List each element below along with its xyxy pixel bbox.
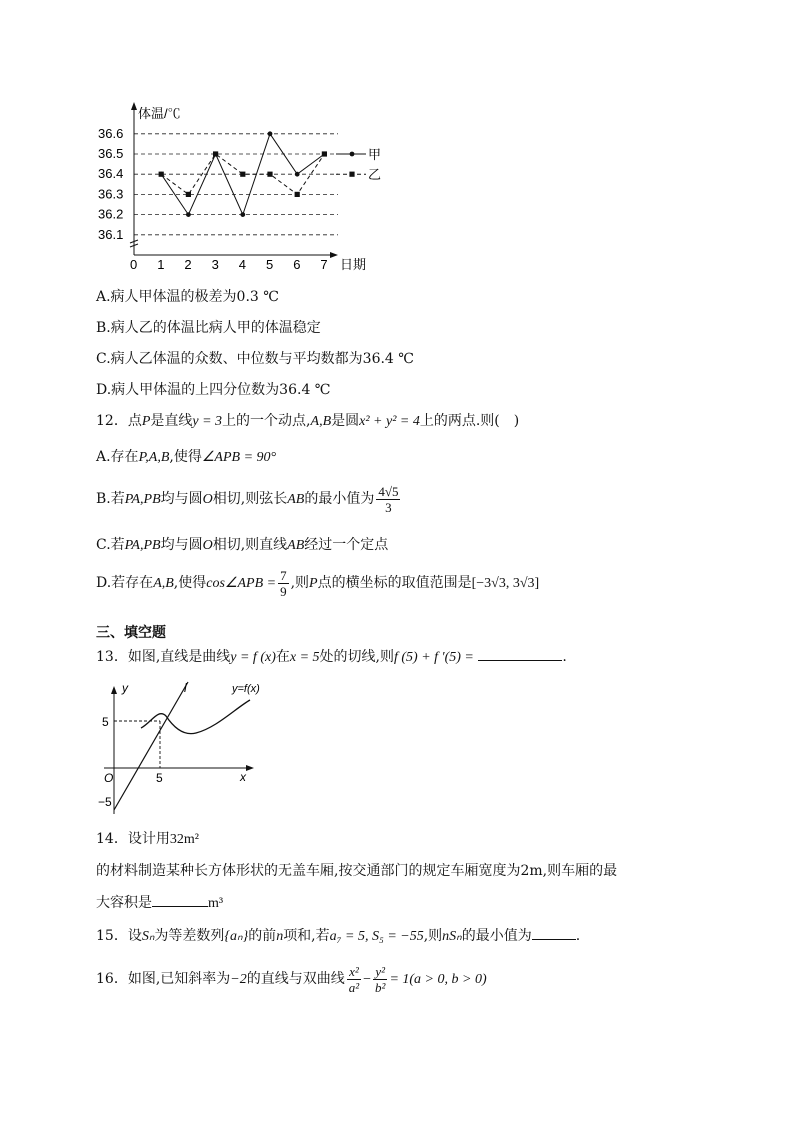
- fraction-denominator: 9: [280, 583, 287, 599]
- data-point-yi: [295, 192, 300, 197]
- q14-area: 32m²: [169, 832, 199, 847]
- data-point-jia: [268, 131, 273, 136]
- y-axis-arrow-icon: [131, 102, 137, 110]
- q13-text: .: [562, 649, 567, 665]
- data-point-jia: [186, 212, 191, 217]
- fraction-denominator: b²: [375, 979, 386, 995]
- q13-stem: [96, 646, 567, 668]
- q11-option-a: A.病人甲体温的极差为0.3 ℃: [96, 289, 279, 305]
- q14-text: 14．设计用: [96, 831, 170, 847]
- q12-min-chord-fraction: [376, 484, 400, 515]
- temperature-chart: [96, 98, 396, 276]
- q16-fraction-y: [373, 964, 387, 995]
- q12-point-p: P: [141, 414, 151, 429]
- q12-text: ,使得: [169, 449, 202, 465]
- q12-text: 的最小值为: [304, 491, 375, 507]
- q13-text: 在: [275, 649, 290, 665]
- q15-nsn: nSₙ: [442, 929, 462, 944]
- x-axis-arrow-icon: [330, 252, 338, 258]
- q12-text: 是圆: [331, 413, 360, 429]
- y-tick-label: 36.3: [98, 186, 124, 202]
- y-axis-title: 体温/℃: [138, 106, 181, 121]
- q12-circle-o: O: [202, 538, 213, 553]
- q15-text: 15．设: [96, 928, 142, 944]
- x-tick-label: 2: [184, 257, 192, 272]
- curve-label: y=f(x): [232, 683, 260, 695]
- data-point-yi: [267, 172, 272, 177]
- x-tick-label: 6: [293, 257, 301, 272]
- fraction-numerator: y²: [373, 964, 387, 980]
- q12-circle-equation: x² + y² = 4: [359, 414, 420, 429]
- q13-text: 13．如图,直线是曲线: [96, 649, 231, 665]
- q12-angle-equation: ∠APB = 90°: [201, 450, 277, 465]
- q12-text: A.存在: [96, 449, 139, 465]
- y-tick-label: 36.5: [98, 146, 124, 161]
- y-axis-label: y: [122, 681, 128, 695]
- line-label-l: l: [184, 681, 187, 695]
- q14-line-3: [96, 892, 223, 914]
- y-tick-minus-5: −5: [98, 795, 112, 809]
- x-axis-title: 日期: [340, 257, 367, 272]
- x-tick-label: 0: [130, 257, 138, 272]
- q16-stem: [96, 962, 487, 997]
- q15-answer-blank[interactable]: [532, 925, 576, 940]
- q14-line-2: 的材料制造某种长方体形状的无盖车厢,按交通部门的规定车厢宽度为2m,则车厢的最: [96, 863, 618, 879]
- y-tick-label: 36.6: [98, 125, 124, 141]
- q14-stem: [96, 829, 199, 850]
- q12-tangent-lines: PA,PB: [124, 538, 161, 553]
- q12-line-equation: y = 3: [192, 414, 223, 429]
- q13-function: y = f (x): [230, 650, 276, 665]
- q16-text: 的直线与双曲线: [246, 971, 345, 987]
- data-point-yi: [322, 151, 327, 156]
- tangent-graph: [96, 678, 266, 818]
- fraction-denominator: a²: [348, 979, 360, 995]
- q16-slope: −2: [230, 972, 247, 987]
- curve-f: [141, 700, 250, 734]
- x-axis-label: x: [240, 770, 246, 784]
- q15-text: 项和,若: [283, 928, 330, 944]
- legend-marker: [349, 172, 354, 177]
- q12-option-d: [96, 566, 539, 601]
- y-tick-label: 36.4: [98, 166, 124, 182]
- fraction-numerator: 4√5: [378, 483, 399, 499]
- q12-text: 点的横坐标的取值范围是: [317, 575, 472, 591]
- x-axis-arrow-icon: [246, 765, 254, 771]
- q12-circle-o: O: [202, 492, 213, 507]
- q15-n: n: [276, 929, 284, 944]
- q12-option-a: [96, 447, 276, 468]
- q12-text: D.若存在: [96, 575, 154, 591]
- q12-text: ,则: [290, 575, 310, 591]
- data-point-yi: [213, 151, 218, 156]
- data-point-jia: [295, 172, 300, 177]
- q12-cos-fraction: [278, 568, 289, 599]
- y-tick-label: 36.1: [98, 226, 124, 242]
- q12-option-b: [96, 482, 402, 517]
- q12-tangent-lines: PA,PB: [124, 492, 161, 507]
- q13-expression: f (5) + f ′(5) =: [393, 650, 474, 665]
- legend-marker: [350, 152, 355, 157]
- q12-points: P,A,B: [138, 450, 170, 465]
- legend-label: 甲: [368, 147, 382, 162]
- q16-fraction-x: [347, 964, 361, 995]
- y-axis-arrow-icon: [111, 686, 117, 694]
- fraction-denominator: 3: [385, 499, 392, 515]
- q15-sequence: {aₙ}: [224, 929, 249, 944]
- q15-text: 为等差数列: [154, 928, 225, 944]
- q15-stem: [96, 925, 580, 947]
- q12-points-ab: A,B: [310, 414, 332, 429]
- q15-sum: Sₙ: [141, 929, 155, 944]
- x-tick-label: 1: [157, 257, 165, 272]
- q13-text: 处的切线,则: [319, 649, 394, 665]
- q15-text: .: [575, 928, 581, 944]
- q16-minus: −: [363, 972, 372, 987]
- y-tick-5: 5: [102, 715, 109, 729]
- q11-option-b: B.病人乙的体温比病人甲的体温稳定: [96, 320, 321, 336]
- q15-text: 的最小值为: [461, 928, 532, 944]
- q12-range: [−3√3, 3√3]: [471, 576, 540, 591]
- q12-point-p: P: [309, 576, 318, 591]
- q12-text: C.若: [96, 537, 125, 553]
- q15-text: 的前: [248, 928, 277, 944]
- q12-chord-ab: AB: [287, 492, 305, 507]
- q12-points-ab: A,B: [153, 576, 174, 591]
- q12-text: 上的两点.则( ): [419, 413, 520, 429]
- q12-text: 上的一个动点,: [222, 413, 311, 429]
- data-point-yi: [159, 172, 164, 177]
- q12-text: 相切,则弦长: [212, 491, 288, 507]
- q12-text: 均与圆: [160, 537, 203, 553]
- q12-cos-expression: cos∠APB =: [206, 576, 277, 591]
- q12-text: 是直线: [150, 413, 193, 429]
- x-tick-label: 4: [238, 257, 247, 272]
- q11-option-c: C.病人乙体温的众数、中位数与平均数都为36.4 ℃: [96, 351, 414, 367]
- q15-text: ,则: [423, 928, 443, 944]
- q12-text: 相切,则直线: [212, 537, 288, 553]
- data-point-yi: [240, 172, 245, 177]
- x-tick-label: 3: [211, 257, 219, 272]
- q16-hyperbola-condition: = 1(a > 0, b > 0): [389, 972, 487, 987]
- fraction-numerator: x²: [347, 964, 361, 980]
- q14-text: 大容积是: [96, 895, 152, 911]
- q12-text: B.若: [96, 491, 125, 507]
- q13-answer-blank[interactable]: [478, 646, 562, 661]
- q12-line-ab: AB: [287, 538, 305, 553]
- fraction-numerator: 7: [280, 567, 287, 583]
- q14-answer-blank[interactable]: [152, 892, 208, 907]
- q12-text: 均与圆: [160, 491, 203, 507]
- q12-option-c: [96, 535, 388, 556]
- x-tick-5: 5: [156, 771, 163, 785]
- data-point-jia: [240, 212, 245, 217]
- section-heading: 三、填空题: [96, 625, 166, 641]
- y-tick-label: 36.2: [98, 206, 124, 222]
- q12-text: ,使得: [173, 575, 207, 591]
- data-point-yi: [186, 192, 191, 197]
- legend-label: 乙: [368, 167, 382, 183]
- q12-stem: [96, 411, 519, 432]
- q11-option-d: D.病人甲体温的上四分位数为36.4 ℃: [96, 382, 331, 398]
- q15-conditions: a₇ = 5, S₅ = −55: [329, 929, 424, 944]
- q13-x-value: x = 5: [289, 650, 320, 665]
- q14-unit: m³: [208, 896, 224, 911]
- x-tick-label: 5: [266, 257, 274, 272]
- q16-text: 16．如图,已知斜率为: [96, 971, 231, 987]
- origin-label: O: [104, 771, 114, 785]
- x-tick-label: 7: [320, 257, 328, 272]
- q12-text: 经过一个定点: [304, 537, 389, 553]
- tangent-line-l: [114, 682, 188, 810]
- q12-text: 12．点: [96, 413, 142, 429]
